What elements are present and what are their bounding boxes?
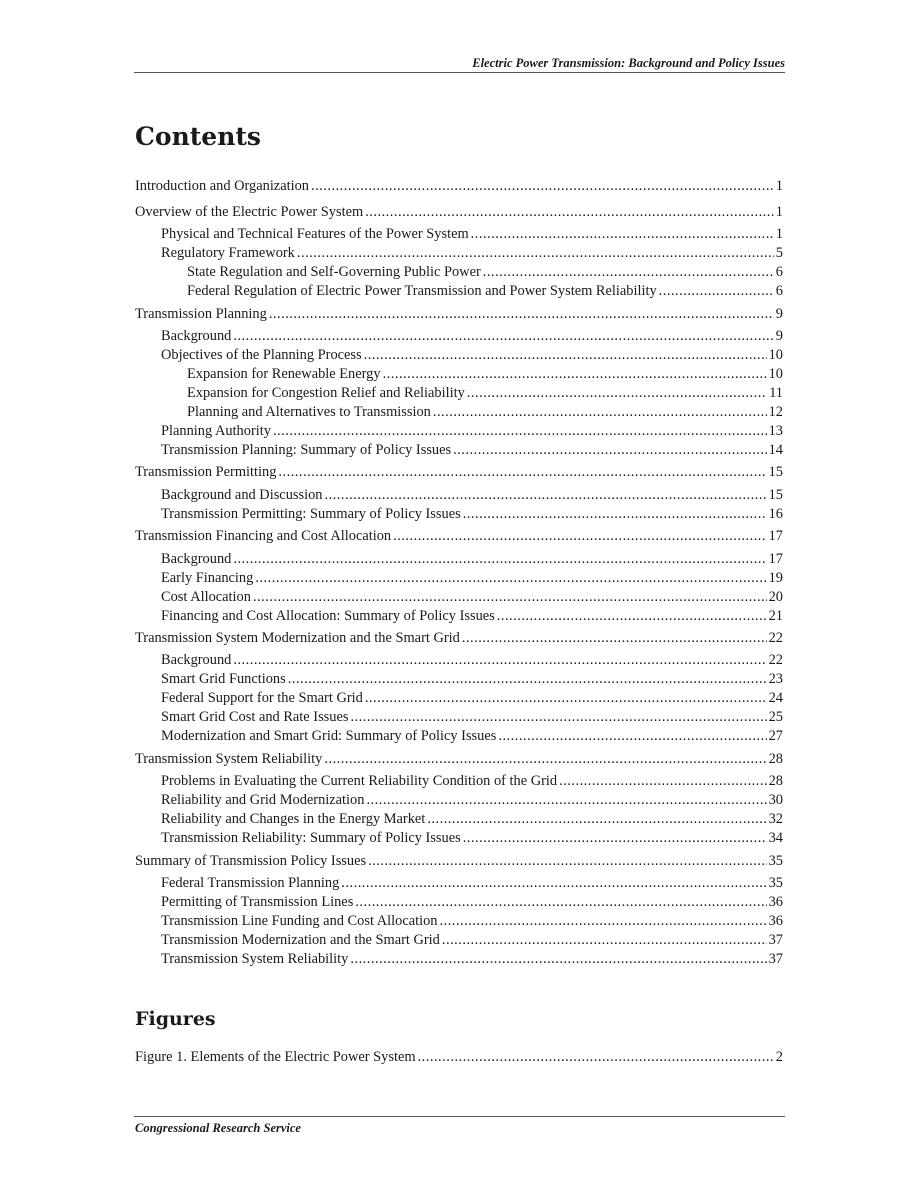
toc-entry-title: Transmission Permitting: Summary of Policy Issues	[161, 506, 461, 522]
toc-entry-title: Transmission Modernization and the Smart Grid	[161, 932, 440, 948]
toc-entry-page: 34	[768, 830, 783, 846]
dot-leader	[462, 629, 767, 647]
dot-leader	[427, 810, 766, 828]
toc-entry[interactable]	[161, 829, 783, 847]
toc-entry[interactable]	[161, 893, 783, 911]
toc-entry-page: 32	[768, 811, 783, 827]
toc-entry[interactable]	[135, 177, 783, 195]
toc-entry-page: 6	[775, 283, 783, 299]
toc-entry-page: 14	[768, 442, 783, 458]
toc-entry-page: 12	[768, 404, 783, 420]
dot-leader	[350, 708, 766, 726]
toc-entry-title: Cost Allocation	[161, 589, 251, 605]
toc-entry-page: 15	[768, 464, 783, 480]
toc-entry-title: Expansion for Renewable Energy	[187, 366, 381, 382]
dot-leader	[233, 651, 766, 669]
toc-entry-page: 37	[768, 932, 783, 948]
contents-title: Contents	[135, 122, 262, 151]
toc-entry-title: Introduction and Organization	[135, 178, 309, 194]
toc-entry-title: Transmission Financing and Cost Allocation	[135, 528, 392, 544]
toc-entry-page: 1	[775, 204, 783, 220]
dot-leader	[659, 282, 774, 300]
toc-entry-page: 10	[768, 366, 783, 382]
dot-leader	[341, 874, 766, 892]
toc-entry-page: 21	[768, 608, 783, 624]
toc-entry-page: 9	[775, 306, 783, 322]
footer-rule	[134, 1116, 785, 1117]
dot-leader	[365, 203, 774, 221]
toc-entry-page: 36	[768, 913, 783, 929]
toc-entry[interactable]	[161, 346, 783, 364]
toc-entry-page: 5	[775, 245, 783, 261]
dot-leader	[365, 689, 767, 707]
toc-entry[interactable]	[161, 912, 783, 930]
toc-entry-page: 20	[768, 589, 783, 605]
toc-entry-page: 17	[768, 551, 783, 567]
toc-entry-page: 10	[768, 347, 783, 363]
dot-leader	[483, 263, 774, 281]
toc-entry[interactable]	[161, 727, 783, 745]
toc-entry-title: Overview of the Electric Power System	[135, 204, 364, 220]
dot-leader	[418, 1048, 774, 1066]
toc-entry[interactable]	[161, 550, 783, 568]
running-header: Electric Power Transmission: Background and Policy Issues	[472, 56, 785, 70]
toc-entry-title: Regulatory Framework	[161, 245, 295, 261]
dot-leader	[269, 305, 774, 323]
toc-entry[interactable]	[161, 505, 783, 523]
toc-entry-page: 28	[768, 751, 783, 767]
toc-entry[interactable]	[161, 422, 783, 440]
dot-leader	[433, 403, 767, 421]
dot-leader	[311, 177, 774, 195]
toc-entry-page: 16	[768, 506, 783, 522]
dot-leader	[355, 893, 766, 911]
dot-leader	[453, 441, 767, 459]
dot-leader	[253, 588, 767, 606]
toc-entry-page: 23	[768, 671, 783, 687]
figure-entry-page: 2	[775, 1049, 783, 1065]
toc-entry-page: 22	[768, 630, 783, 646]
toc-entry[interactable]	[161, 486, 783, 504]
toc-entry[interactable]	[161, 225, 783, 243]
toc-entry-page: 1	[775, 178, 783, 194]
figure-entry[interactable]	[135, 1048, 783, 1066]
toc-entry-page: 30	[768, 792, 783, 808]
toc-entry-title: Transmission System Modernization and the Smart Grid	[135, 630, 460, 646]
toc-entry-title: Financing and Cost Allocation: Summary of Policy Issues	[161, 608, 495, 624]
toc-entry-title: Transmission Line Funding and Cost Allocation	[161, 913, 438, 929]
toc-entry-title: State Regulation and Self-Governing Public Power	[187, 264, 481, 280]
toc-entry-title: Physical and Technical Features of the Power System	[161, 226, 469, 242]
toc-entry-title: Federal Support for the Smart Grid	[161, 690, 363, 706]
toc-entry-title: Smart Grid Cost and Rate Issues	[161, 709, 349, 725]
toc-entry-page: 35	[768, 875, 783, 891]
toc-entry-title: Federal Transmission Planning	[161, 875, 340, 891]
dot-leader	[368, 852, 767, 870]
dot-leader	[442, 931, 767, 949]
toc-entry[interactable]	[161, 931, 783, 949]
header-rule	[134, 72, 785, 73]
toc-entry-title: Transmission Planning: Summary of Policy Issues	[161, 442, 452, 458]
toc-entry-title: Modernization and Smart Grid: Summary of Policy Issues	[161, 728, 497, 744]
toc-entry[interactable]	[161, 950, 783, 968]
dot-leader	[233, 550, 766, 568]
toc-entry-title: Transmission Permitting	[135, 464, 277, 480]
dot-leader	[278, 463, 766, 481]
toc-entry[interactable]	[187, 384, 783, 402]
dot-leader	[324, 486, 766, 504]
figures-title: Figures	[135, 1008, 216, 1030]
toc-entry[interactable]	[135, 463, 783, 481]
toc-entry-title: Objectives of the Planning Process	[161, 347, 362, 363]
toc-entry[interactable]	[161, 327, 783, 345]
toc-entry-title: Reliability and Changes in the Energy Market	[161, 811, 426, 827]
running-footer: Congressional Research Service	[135, 1121, 301, 1135]
toc-entry-page: 17	[768, 528, 783, 544]
toc-entry-page: 25	[768, 709, 783, 725]
toc-entry[interactable]	[161, 810, 783, 828]
toc-entry-page: 22	[768, 652, 783, 668]
toc-entry[interactable]	[135, 305, 783, 323]
toc-entry-page: 36	[768, 894, 783, 910]
toc-entry-title: Smart Grid Functions	[161, 671, 286, 687]
dot-leader	[350, 950, 766, 968]
toc-entry[interactable]	[161, 708, 783, 726]
toc-entry[interactable]	[187, 282, 783, 300]
toc-entry[interactable]	[187, 403, 783, 421]
toc-entry-title: Permitting of Transmission Lines	[161, 894, 354, 910]
toc-entry[interactable]	[161, 244, 783, 262]
toc-entry[interactable]	[187, 365, 783, 383]
toc-entry-title: Problems in Evaluating the Current Reliability Condition of the Grid	[161, 773, 558, 789]
dot-leader	[471, 225, 774, 243]
dot-leader	[498, 727, 766, 745]
toc-entry-page: 15	[768, 487, 783, 503]
toc-entry-page: 24	[768, 690, 783, 706]
dot-leader	[233, 327, 773, 345]
dot-leader	[497, 607, 767, 625]
toc-entry[interactable]	[135, 629, 783, 647]
toc-entry-title: Early Financing	[161, 570, 254, 586]
dot-leader	[297, 244, 774, 262]
toc-entry-title: Transmission Planning	[135, 306, 267, 322]
toc-entry-title: Transmission System Reliability	[135, 751, 323, 767]
toc-entry[interactable]	[161, 441, 783, 459]
toc-entry[interactable]	[161, 772, 783, 790]
toc-entry-title: Expansion for Congestion Relief and Reliability	[187, 385, 465, 401]
dot-leader	[364, 346, 767, 364]
toc-entry-page: 6	[775, 264, 783, 280]
toc-entry-title: Reliability and Grid Modernization	[161, 792, 365, 808]
toc-entry-title: Transmission System Reliability	[161, 951, 349, 967]
toc-entry[interactable]	[161, 569, 783, 587]
toc-entry-title: Planning and Alternatives to Transmission	[187, 404, 431, 420]
toc-entry[interactable]	[161, 607, 783, 625]
toc-entry-title: Background	[161, 328, 232, 344]
toc-entry[interactable]	[135, 203, 783, 221]
toc-entry[interactable]	[161, 689, 783, 707]
dot-leader	[559, 772, 767, 790]
toc-entry-title: Transmission Reliability: Summary of Policy Issues	[161, 830, 461, 846]
dot-leader	[440, 912, 767, 930]
toc-entry-page: 13	[768, 423, 783, 439]
toc-entry-title: Planning Authority	[161, 423, 271, 439]
toc-entry-title: Summary of Transmission Policy Issues	[135, 853, 367, 869]
dot-leader	[463, 829, 767, 847]
dot-leader	[366, 791, 766, 809]
toc-entry-title: Background	[161, 652, 232, 668]
dot-leader	[393, 527, 767, 545]
toc-entry-title: Background	[161, 551, 232, 567]
toc-entry[interactable]	[135, 750, 783, 768]
dot-leader	[273, 422, 767, 440]
toc-entry[interactable]	[161, 670, 783, 688]
toc-entry-title: Federal Regulation of Electric Power Transmission and Power System Reliability	[187, 283, 657, 299]
toc-entry[interactable]	[135, 852, 783, 870]
toc-entry[interactable]	[161, 874, 783, 892]
toc-entry-page: 1	[775, 226, 783, 242]
toc-entry-page: 37	[768, 951, 783, 967]
toc-entry[interactable]	[161, 588, 783, 606]
toc-entry[interactable]	[187, 263, 783, 281]
toc-entry[interactable]	[161, 791, 783, 809]
toc-entry[interactable]	[135, 527, 783, 545]
toc-entry-page: 19	[768, 570, 783, 586]
toc-entry-page: 11	[769, 385, 783, 401]
toc-entry-page: 35	[768, 853, 783, 869]
toc-entry-title: Background and Discussion	[161, 487, 323, 503]
figure-entry-title: Figure 1. Elements of the Electric Power System	[135, 1049, 416, 1065]
dot-leader	[383, 365, 767, 383]
dot-leader	[324, 750, 766, 768]
toc-entry[interactable]	[161, 651, 783, 669]
toc-entry-page: 27	[768, 728, 783, 744]
dot-leader	[463, 505, 767, 523]
toc-entry-page: 9	[775, 328, 783, 344]
dot-leader	[288, 670, 767, 688]
toc-entry-page: 28	[768, 773, 783, 789]
dot-leader	[255, 569, 766, 587]
dot-leader	[467, 384, 767, 402]
